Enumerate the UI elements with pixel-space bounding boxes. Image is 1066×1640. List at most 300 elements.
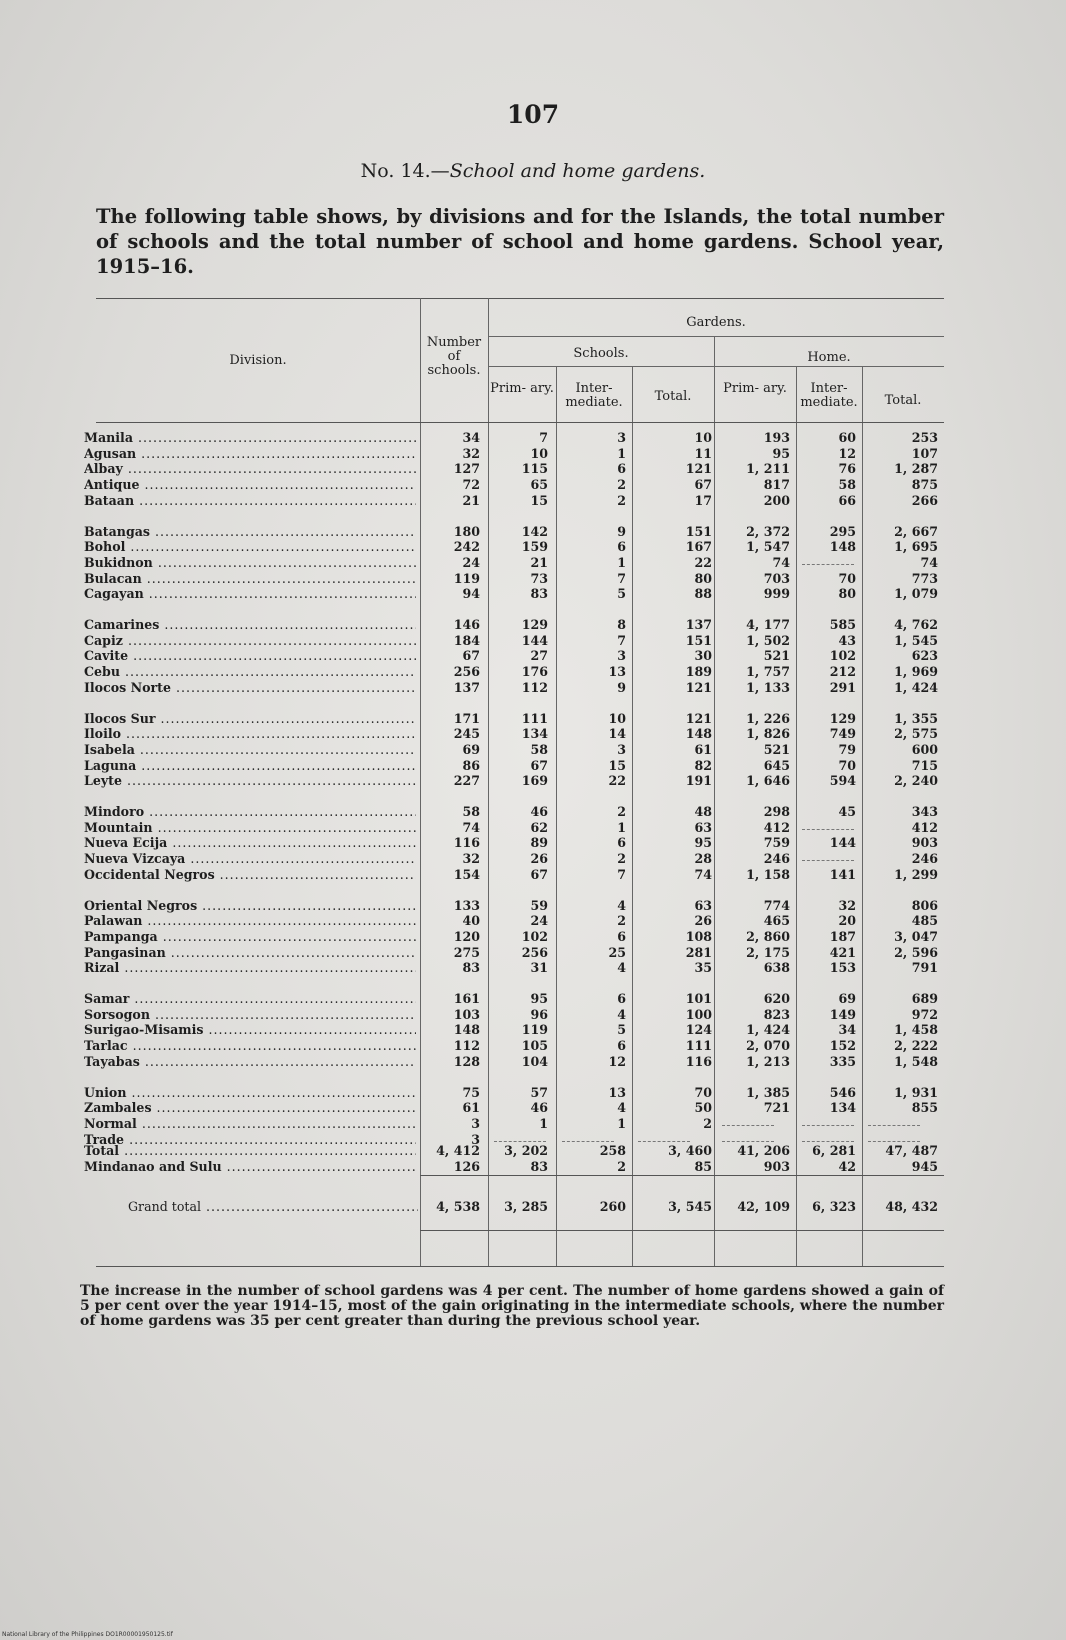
cell-schools-intermediate: 10 xyxy=(608,710,626,726)
cell-number-of-schools: 83 xyxy=(462,960,480,976)
cell-schools-total: 88 xyxy=(694,586,712,602)
cell-schools-total: 85 xyxy=(694,1159,712,1174)
division-name: Mindanao and Sulu ..... xyxy=(84,1159,416,1175)
cell-schools-primary: 111 xyxy=(521,710,548,726)
cell-schools-primary: 57 xyxy=(530,1084,548,1100)
cell-schools-primary: 3, 285 xyxy=(504,1199,548,1214)
division-name: Samar ..... xyxy=(84,991,416,1007)
cell-home-primary: 817 xyxy=(763,477,790,493)
cell-schools-intermediate: 8 xyxy=(617,617,626,632)
cell-home-primary: 42, 109 xyxy=(737,1199,790,1214)
cell-number-of-schools: 4, 412 xyxy=(436,1143,480,1158)
cell-schools-intermediate: 9 xyxy=(617,523,626,539)
table-row xyxy=(0,945,1066,961)
table-row xyxy=(0,820,1066,836)
division-name: Oriental Negros ..... xyxy=(84,898,416,914)
cell-home-intermediate: 34 xyxy=(838,1022,856,1038)
cell-schools-total: 61 xyxy=(694,741,712,757)
cell-home-total: 2, 596 xyxy=(894,944,938,960)
division-name: Camarines ..... xyxy=(84,617,416,633)
cell-schools-intermediate: 7 xyxy=(617,632,626,648)
cell-home-primary: 1, 826 xyxy=(746,726,790,742)
cell-schools-primary: 119 xyxy=(521,1022,548,1038)
table-top-rule xyxy=(96,298,944,299)
cell-number-of-schools: 116 xyxy=(453,835,480,851)
division-name: Total ..... xyxy=(84,1143,416,1159)
cell-schools-intermediate: 4 xyxy=(617,960,626,976)
header-schools-intermediate: Inter- mediate. xyxy=(565,381,623,410)
division-name: Iloilo ..... xyxy=(84,726,416,742)
cell-schools-intermediate: 25 xyxy=(608,944,626,960)
cell-schools-intermediate: 1 xyxy=(617,1115,626,1131)
table-row xyxy=(0,1159,1066,1175)
cell-home-total: 1, 287 xyxy=(894,461,938,477)
cell-home-primary: 1, 158 xyxy=(746,866,790,882)
cell-schools-total: 121 xyxy=(685,710,712,726)
cell-number-of-schools: 161 xyxy=(453,991,480,1006)
cell-home-intermediate: 291 xyxy=(829,679,856,695)
cell-schools-intermediate: 22 xyxy=(608,773,626,789)
cell-home-total: 623 xyxy=(911,648,938,664)
cell-home-total: 1, 299 xyxy=(894,866,938,882)
cell-number-of-schools: 119 xyxy=(453,570,480,586)
division-name: Mindoro ..... xyxy=(84,804,416,820)
cell-schools-primary: 83 xyxy=(530,586,548,602)
division-name: Capiz ..... xyxy=(84,633,416,649)
table-row xyxy=(0,1116,1066,1132)
table-row xyxy=(0,617,1066,633)
table-row xyxy=(0,524,1066,540)
cell-schools-primary: 31 xyxy=(530,960,548,976)
cell-number-of-schools: 34 xyxy=(462,430,480,445)
cell-home-primary: 465 xyxy=(763,913,790,929)
cell-home-primary: 246 xyxy=(763,851,790,867)
cell-home-primary: 521 xyxy=(763,741,790,757)
cell-home-primary: 412 xyxy=(763,819,790,835)
cell-home-total: 855 xyxy=(911,1100,938,1116)
cell-home-total: 600 xyxy=(911,741,938,757)
table-row xyxy=(0,991,1066,1007)
cell-schools-intermediate: 260 xyxy=(599,1199,626,1214)
table-row xyxy=(0,680,1066,696)
cell-home-primary: 1, 502 xyxy=(746,632,790,648)
cell-home-intermediate: 32 xyxy=(838,897,856,913)
cell-home-primary: 1, 226 xyxy=(746,710,790,726)
table-row xyxy=(0,773,1066,789)
cell-home-intermediate: 12 xyxy=(838,445,856,461)
table-row xyxy=(0,711,1066,727)
cell-schools-total: 121 xyxy=(685,461,712,477)
cell-home-intermediate: 212 xyxy=(829,664,856,680)
cell-home-intermediate: 76 xyxy=(838,461,856,477)
cell-schools-primary: 1 xyxy=(539,1115,548,1131)
cell-home-total: 773 xyxy=(911,570,938,586)
cell-home-total: 2, 575 xyxy=(894,726,938,742)
cell-schools-total: 63 xyxy=(694,897,712,913)
cell-home-primary: 2, 070 xyxy=(746,1038,790,1054)
cell-schools-primary: 134 xyxy=(521,726,548,742)
cell-number-of-schools: 126 xyxy=(453,1159,480,1174)
cell-number-of-schools: 40 xyxy=(462,913,480,929)
cell-home-intermediate: 585 xyxy=(829,617,856,632)
table-row xyxy=(0,1007,1066,1023)
division-name: Ilocos Sur ..... xyxy=(84,711,416,727)
cell-schools-primary: 159 xyxy=(521,539,548,555)
cell-number-of-schools: 154 xyxy=(453,866,480,882)
cell-number-of-schools: 3 xyxy=(471,1115,480,1131)
cell-home-total: 1, 355 xyxy=(894,710,938,726)
cell-home-intermediate: 152 xyxy=(829,1038,856,1054)
cell-home-total: 48, 432 xyxy=(885,1199,938,1214)
grand-total-row xyxy=(0,1199,1066,1215)
cell-home-total: 1, 548 xyxy=(894,1053,938,1069)
cell-schools-total: 167 xyxy=(685,539,712,555)
cell-schools-primary: 65 xyxy=(530,477,548,493)
cell-home-total: 74 xyxy=(920,554,938,570)
cell-home-intermediate: 148 xyxy=(829,539,856,555)
cell-number-of-schools: 61 xyxy=(462,1100,480,1116)
cell-home-intermediate: 594 xyxy=(829,773,856,789)
gardens-rule xyxy=(488,336,944,337)
cell-home-intermediate: 6, 281 xyxy=(812,1143,856,1158)
table-row xyxy=(0,1085,1066,1101)
grand-total-rule xyxy=(420,1230,944,1231)
cell-home-total: 1, 545 xyxy=(894,632,938,648)
cell-number-of-schools: 245 xyxy=(453,726,480,742)
cell-schools-primary: 104 xyxy=(521,1053,548,1069)
cell-home-primary: 193 xyxy=(763,430,790,445)
section-title xyxy=(0,160,1066,182)
cell-home-intermediate: 42 xyxy=(838,1159,856,1174)
cell-schools-intermediate: 9 xyxy=(617,679,626,695)
cell-home-intermediate: 749 xyxy=(829,726,856,742)
cell-schools-intermediate: 1 xyxy=(617,819,626,835)
cell-home-primary: 1, 213 xyxy=(746,1053,790,1069)
cell-home-primary: 721 xyxy=(763,1100,790,1116)
cell-number-of-schools: 21 xyxy=(462,492,480,508)
cell-number-of-schools: 112 xyxy=(453,1038,480,1054)
table-row xyxy=(0,1100,1066,1116)
cell-home-primary: 1, 133 xyxy=(746,679,790,695)
cell-schools-primary: 256 xyxy=(521,944,548,960)
cell-home-primary: 999 xyxy=(763,586,790,602)
cell-home-primary: 521 xyxy=(763,648,790,664)
cell-home-total: 3, 047 xyxy=(894,928,938,944)
cell-schools-total: 101 xyxy=(685,991,712,1006)
cell-schools-intermediate: 2 xyxy=(617,492,626,508)
cell-home-primary: 41, 206 xyxy=(737,1143,790,1158)
cell-home-total: 107 xyxy=(911,445,938,461)
division-name: Sorsogon ..... xyxy=(84,1007,416,1023)
cell-schools-primary: 7 xyxy=(539,430,548,445)
cell-schools-intermediate: 3 xyxy=(617,741,626,757)
cell-schools-primary: 112 xyxy=(521,679,548,695)
table-row xyxy=(0,851,1066,867)
cell-schools-intermediate: 13 xyxy=(608,1084,626,1100)
cell-home-intermediate: 141 xyxy=(829,866,856,882)
header-schools: Schools. xyxy=(573,346,629,361)
cell-home-intermediate: 70 xyxy=(838,570,856,586)
cell-schools-total: 82 xyxy=(694,757,712,773)
subheader-rule xyxy=(488,366,944,367)
cell-home-total: 1, 458 xyxy=(894,1022,938,1038)
header-home-intermediate: Inter- mediate. xyxy=(800,381,858,410)
division-name: Tarlac ..... xyxy=(84,1038,416,1054)
cell-schools-total: 11 xyxy=(694,445,712,461)
division-name: Pangasinan ..... xyxy=(84,945,416,961)
cell-schools-intermediate: 2 xyxy=(617,477,626,493)
cell-number-of-schools: 127 xyxy=(453,461,480,477)
division-name: Cagayan ..... xyxy=(84,586,416,602)
cell-number-of-schools: 171 xyxy=(453,710,480,726)
table-row xyxy=(0,555,1066,571)
cell-schools-primary: 115 xyxy=(521,461,548,477)
division-name: Bukidnon ..... xyxy=(84,555,416,571)
cell-schools-primary: 10 xyxy=(530,445,548,461)
header-gardens: Gardens. xyxy=(686,315,746,330)
cell-schools-intermediate: 4 xyxy=(617,1006,626,1022)
division-name: Manila ..... xyxy=(84,430,416,446)
cell-schools-intermediate: 1 xyxy=(617,445,626,461)
cell-schools-intermediate: 258 xyxy=(599,1143,626,1158)
cell-schools-total: 17 xyxy=(694,492,712,508)
cell-home-intermediate: 70 xyxy=(838,757,856,773)
cell-home-intermediate: 66 xyxy=(838,492,856,508)
cell-home-total: 1, 969 xyxy=(894,664,938,680)
cell-schools-total: 95 xyxy=(694,835,712,851)
cell-schools-intermediate: 6 xyxy=(617,1038,626,1054)
cell-schools-intermediate: 13 xyxy=(608,664,626,680)
cell-home-total: 1, 931 xyxy=(894,1084,938,1100)
cell-home-total: 485 xyxy=(911,913,938,929)
cell-home-total: 1, 079 xyxy=(894,586,938,602)
cell-number-of-schools: 69 xyxy=(462,741,480,757)
cell-home-intermediate: 79 xyxy=(838,741,856,757)
cell-number-of-schools: 3 xyxy=(471,1131,480,1147)
header-schools-primary: Prim- ary. xyxy=(490,381,554,396)
cell-home-primary: 95 xyxy=(772,445,790,461)
cell-number-of-schools: 146 xyxy=(453,617,480,632)
cell-home-primary: 823 xyxy=(763,1006,790,1022)
cell-home-intermediate: 58 xyxy=(838,477,856,493)
cell-schools-primary: 62 xyxy=(530,819,548,835)
table-row xyxy=(0,446,1066,462)
cell-home-intermediate: 43 xyxy=(838,632,856,648)
cell-home-primary: 620 xyxy=(763,991,790,1006)
cell-schools-total: 50 xyxy=(694,1100,712,1116)
cell-home-primary: 1, 385 xyxy=(746,1084,790,1100)
cell-schools-total: 151 xyxy=(685,523,712,539)
cell-home-total: 2, 222 xyxy=(894,1038,938,1054)
cell-number-of-schools: 128 xyxy=(453,1053,480,1069)
cell-schools-primary: 73 xyxy=(530,570,548,586)
cell-schools-total: 30 xyxy=(694,648,712,664)
cell-schools-primary: 105 xyxy=(521,1038,548,1054)
cell-schools-intermediate: 5 xyxy=(617,586,626,602)
table-row xyxy=(0,898,1066,914)
division-name: Bohol ..... xyxy=(84,539,416,555)
cell-home-primary: 1, 211 xyxy=(746,461,790,477)
cell-home-intermediate: 187 xyxy=(829,928,856,944)
cell-number-of-schools: 120 xyxy=(453,928,480,944)
cell-home-intermediate: 149 xyxy=(829,1006,856,1022)
cell-schools-primary: 129 xyxy=(521,617,548,632)
cell-home-intermediate: 80 xyxy=(838,586,856,602)
cell-schools-primary: 89 xyxy=(530,835,548,851)
cell-schools-intermediate: 6 xyxy=(617,539,626,555)
cell-schools-total: 80 xyxy=(694,570,712,586)
cell-schools-total: 124 xyxy=(685,1022,712,1038)
cell-schools-total: 108 xyxy=(685,928,712,944)
cell-home-total: 47, 487 xyxy=(885,1143,938,1158)
division-name: Antique ..... xyxy=(84,477,416,493)
cell-schools-primary: 27 xyxy=(530,648,548,664)
division-name: Bataan ..... xyxy=(84,493,416,509)
cell-number-of-schools: 32 xyxy=(462,851,480,867)
cell-schools-primary: 21 xyxy=(530,554,548,570)
division-name: Occidental Negros ..... xyxy=(84,867,416,883)
cell-home-intermediate: 335 xyxy=(829,1053,856,1069)
cell-home-intermediate: 129 xyxy=(829,710,856,726)
cell-home-primary: 903 xyxy=(763,1159,790,1174)
division-name: Surigao-Misamis ..... xyxy=(84,1022,416,1038)
cell-home-primary: 298 xyxy=(763,804,790,819)
cell-schools-intermediate: 7 xyxy=(617,570,626,586)
cell-schools-intermediate: 2 xyxy=(617,913,626,929)
cell-schools-total: 10 xyxy=(694,430,712,445)
cell-home-primary: 2, 860 xyxy=(746,928,790,944)
cell-number-of-schools: 133 xyxy=(453,897,480,913)
cell-home-primary: 759 xyxy=(763,835,790,851)
cell-schools-total: 111 xyxy=(685,1038,712,1054)
cell-schools-primary: 83 xyxy=(530,1159,548,1174)
table-row xyxy=(0,633,1066,649)
cell-schools-total: 35 xyxy=(694,960,712,976)
division-name: Pampanga ..... xyxy=(84,929,416,945)
cell-home-primary: 4, 177 xyxy=(746,617,790,632)
table-row xyxy=(0,1054,1066,1070)
cell-schools-total: 28 xyxy=(694,851,712,867)
cell-schools-primary: 58 xyxy=(530,741,548,757)
table-row xyxy=(0,648,1066,664)
division-name: Tayabas ..... xyxy=(84,1054,416,1070)
cell-number-of-schools: 72 xyxy=(462,477,480,493)
cell-number-of-schools: 137 xyxy=(453,679,480,695)
cell-home-primary: 774 xyxy=(763,897,790,913)
table-row xyxy=(0,571,1066,587)
cell-schools-intermediate: 5 xyxy=(617,1022,626,1038)
cell-schools-primary: 67 xyxy=(530,757,548,773)
cell-number-of-schools: 256 xyxy=(453,664,480,680)
division-name: Leyte ..... xyxy=(84,773,416,789)
cell-home-total: 2, 667 xyxy=(894,523,938,539)
cell-schools-intermediate: 1 xyxy=(617,554,626,570)
cell-home-primary: 74 xyxy=(772,554,790,570)
cell-schools-total: 63 xyxy=(694,819,712,835)
cell-home-total: 1, 695 xyxy=(894,539,938,555)
cell-schools-total: 191 xyxy=(685,773,712,789)
cell-home-intermediate: 153 xyxy=(829,960,856,976)
cell-schools-primary: 95 xyxy=(530,991,548,1006)
cell-home-primary: 2, 372 xyxy=(746,523,790,539)
table-row xyxy=(0,726,1066,742)
division-name: Bulacan ..... xyxy=(84,571,416,587)
cell-schools-intermediate: 3 xyxy=(617,648,626,664)
cell-home-total: 4, 762 xyxy=(894,617,938,632)
cell-home-total: 412 xyxy=(911,819,938,835)
table-row xyxy=(0,835,1066,851)
cell-number-of-schools: 4, 538 xyxy=(436,1199,480,1214)
cell-number-of-schools: 94 xyxy=(462,586,480,602)
header-number-of-schools: Number of schools. xyxy=(426,335,482,378)
cell-home-primary: 638 xyxy=(763,960,790,976)
cell-home-total: 253 xyxy=(911,430,938,445)
cell-schools-total: 121 xyxy=(685,679,712,695)
table-row xyxy=(0,539,1066,555)
cell-home-primary: 1, 547 xyxy=(746,539,790,555)
cell-schools-intermediate: 4 xyxy=(617,1100,626,1116)
cell-schools-total: 3, 460 xyxy=(668,1143,712,1158)
table-row xyxy=(0,430,1066,446)
cell-home-intermediate: 546 xyxy=(829,1084,856,1100)
cell-schools-total: 2 xyxy=(703,1115,712,1131)
division-name: Laguna ..... xyxy=(84,758,416,774)
header-schools-total: Total. xyxy=(654,389,692,404)
division-name: Nueva Vizcaya ..... xyxy=(84,851,416,867)
cell-schools-total: 189 xyxy=(685,664,712,680)
division-name: Mountain ..... xyxy=(84,820,416,836)
table-row xyxy=(0,493,1066,509)
table-row xyxy=(0,867,1066,883)
cell-schools-primary: 59 xyxy=(530,897,548,913)
table-row xyxy=(0,664,1066,680)
cell-schools-intermediate: 2 xyxy=(617,1159,626,1174)
table-row xyxy=(0,1143,1066,1159)
division-name: Agusan ..... xyxy=(84,446,416,462)
division-name: Normal ..... xyxy=(84,1116,416,1132)
division-name: Nueva Ecija ..... xyxy=(84,835,416,851)
table-row xyxy=(0,586,1066,602)
cell-home-primary: 1, 646 xyxy=(746,773,790,789)
cell-number-of-schools: 184 xyxy=(453,632,480,648)
cell-number-of-schools: 86 xyxy=(462,757,480,773)
cell-schools-intermediate: 6 xyxy=(617,835,626,851)
division-name: Union ..... xyxy=(84,1085,416,1101)
division-name: Palawan ..... xyxy=(84,913,416,929)
division-name: Cavite ..... xyxy=(84,648,416,664)
cell-home-total: 689 xyxy=(911,991,938,1006)
division-name: Isabela ..... xyxy=(84,742,416,758)
cell-number-of-schools: 227 xyxy=(453,773,480,789)
cell-schools-intermediate: 6 xyxy=(617,928,626,944)
cell-home-total: 266 xyxy=(911,492,938,508)
table-row xyxy=(0,1022,1066,1038)
cell-schools-intermediate: 14 xyxy=(608,726,626,742)
cell-home-primary: 200 xyxy=(763,492,790,508)
header-division: Division. xyxy=(229,353,287,368)
table-row xyxy=(0,477,1066,493)
cell-number-of-schools: 242 xyxy=(453,539,480,555)
cell-schools-intermediate: 12 xyxy=(608,1053,626,1069)
totals-rule xyxy=(420,1175,944,1176)
table-row xyxy=(0,804,1066,820)
cell-number-of-schools: 180 xyxy=(453,523,480,539)
cell-home-intermediate: 134 xyxy=(829,1100,856,1116)
cell-home-primary: 1, 757 xyxy=(746,664,790,680)
cell-schools-total: 148 xyxy=(685,726,712,742)
cell-schools-intermediate: 2 xyxy=(617,804,626,819)
cell-number-of-schools: 275 xyxy=(453,944,480,960)
